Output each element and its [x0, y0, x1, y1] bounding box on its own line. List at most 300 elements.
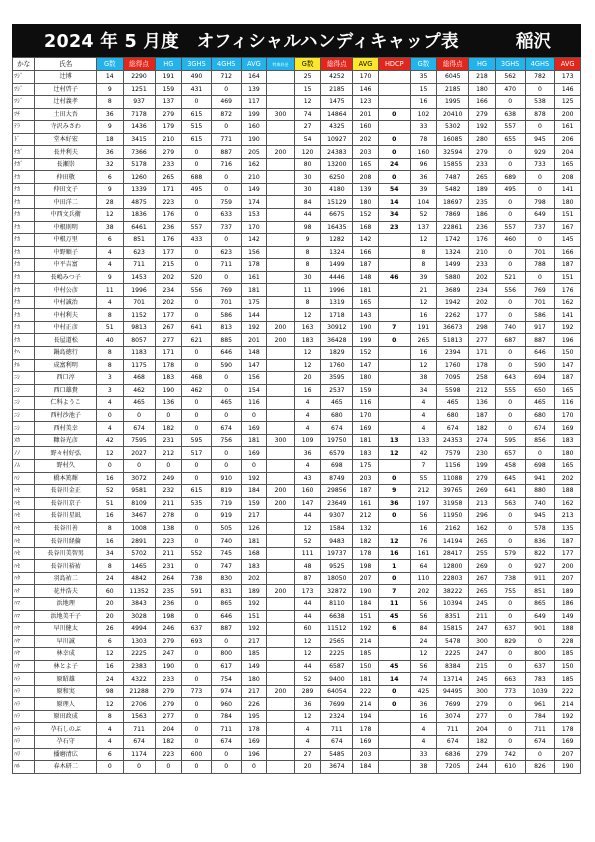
cell-month-3ghs: 693 [182, 635, 212, 648]
cell-month-total: 3072 [123, 472, 155, 485]
cell-month-avg: 160 [241, 121, 267, 134]
cell-special-fee: 300 [267, 108, 295, 121]
cell-month-games: 60 [97, 585, 124, 598]
cell-special-fee [267, 309, 295, 322]
cell-special-fee: 300 [267, 434, 295, 447]
table-row [13, 735, 581, 748]
cell-month-3ghs: 0 [182, 723, 212, 736]
cell-cum-4ghs: 650 [525, 384, 555, 397]
cell-cum-games: 38 [410, 372, 437, 385]
cell-special-fee [267, 347, 295, 360]
cell-hdcp: 7 [378, 321, 410, 334]
cell-cum-games: 191 [410, 321, 437, 334]
cell-cum-total: 674 [437, 422, 469, 435]
cell-month-3ghs: 688 [182, 171, 212, 184]
cell-month-avg: 178 [241, 259, 267, 272]
cell-month-3ghs: 0 [182, 522, 212, 535]
cell-cum-total: 2262 [437, 309, 469, 322]
cell-period-total: 2565 [321, 635, 353, 648]
cell-kana: ﾅｶﾞ [13, 146, 35, 159]
cell-cum-hg: 178 [469, 359, 496, 372]
cell-hdcp: 0 [378, 698, 410, 711]
cell-period-total: 1499 [321, 259, 353, 272]
cell-month-3ghs: 0 [182, 196, 212, 209]
cell-month-total: 2706 [123, 698, 155, 711]
cell-cum-3ghs: 0 [495, 560, 525, 573]
cell-cum-games: 38 [410, 761, 437, 774]
cell-cum-3ghs: 740 [495, 321, 525, 334]
cell-cum-4ghs: 578 [525, 522, 555, 535]
cell-cum-games: 8 [410, 259, 437, 272]
cell-month-hg: 234 [155, 284, 182, 297]
cell-cum-4ghs: 698 [525, 459, 555, 472]
cell-name: 原和実 [35, 685, 97, 698]
table-row [13, 422, 581, 435]
cell-cum-4ghs: 941 [525, 472, 555, 485]
cell-month-total: 8109 [123, 497, 155, 510]
cell-month-avg: 205 [241, 146, 267, 159]
cell-period-avg: 139 [353, 183, 379, 196]
cell-cum-avg: 189 [555, 585, 581, 598]
cell-name: 原昭雄 [35, 673, 97, 686]
cell-month-games: 12 [97, 209, 124, 222]
cell-period-games: 30 [294, 183, 321, 196]
cell-month-4ghs: 0 [211, 635, 241, 648]
cell-cum-4ghs: 637 [525, 660, 555, 673]
cell-month-4ghs: 784 [211, 710, 241, 723]
cell-month-4ghs: 719 [211, 497, 241, 510]
cell-cum-total: 1995 [437, 96, 469, 109]
col-cum-3ghs: 3GHS [495, 58, 525, 71]
table-row [13, 710, 581, 723]
cell-month-hg: 137 [155, 96, 182, 109]
cell-kana: ﾊﾗ [13, 723, 35, 736]
cell-kana: ﾊｾ [13, 547, 35, 560]
col-cum-4ghs: 4GHS [525, 58, 555, 71]
cell-month-avg: 217 [241, 510, 267, 523]
cell-cum-total: 7205 [437, 761, 469, 774]
table-row [13, 96, 581, 109]
cell-month-hg: 215 [155, 259, 182, 272]
cell-cum-games: 33 [410, 121, 437, 134]
cell-kana: ﾅｶ [13, 309, 35, 322]
cell-month-games: 16 [97, 510, 124, 523]
cell-cum-games: 16 [410, 96, 437, 109]
cell-cum-games: 265 [410, 334, 437, 347]
cell-month-4ghs: 701 [211, 296, 241, 309]
cell-month-3ghs: 0 [182, 459, 212, 472]
center-name: 稲沢 [516, 32, 551, 52]
cell-special-fee [267, 735, 295, 748]
cell-cum-avg: 186 [555, 597, 581, 610]
cell-cum-games: 56 [410, 597, 437, 610]
cell-cum-4ghs: 783 [525, 673, 555, 686]
cell-cum-3ghs: 0 [495, 158, 525, 171]
cell-cum-total: 1760 [437, 359, 469, 372]
table-row [13, 761, 581, 774]
cell-cum-3ghs: 460 [495, 234, 525, 247]
cell-kana: ﾂﾁ [13, 108, 35, 121]
cell-period-games: 15 [294, 83, 321, 96]
cell-cum-hg: 298 [469, 321, 496, 334]
cell-period-games: 163 [294, 321, 321, 334]
cell-name: 中村公彦 [35, 284, 97, 297]
cell-month-avg: 181 [241, 284, 267, 297]
cell-period-total: 11512 [321, 623, 353, 636]
cell-period-avg: 187 [353, 259, 379, 272]
cell-month-avg: 192 [241, 597, 267, 610]
cell-special-fee [267, 409, 295, 422]
col-cum-total: 総得点 [437, 58, 469, 71]
cell-month-3ghs: 0 [182, 146, 212, 159]
cell-hdcp [378, 234, 410, 247]
cell-period-avg: 201 [353, 108, 379, 121]
cell-month-total: 2891 [123, 535, 155, 548]
cell-month-games: 6 [97, 171, 124, 184]
cell-special-fee: 200 [267, 334, 295, 347]
cell-cum-4ghs: 711 [525, 723, 555, 736]
cell-special-fee [267, 597, 295, 610]
cell-cum-total: 15855 [437, 158, 469, 171]
cell-cum-avg: 162 [555, 497, 581, 510]
cell-month-4ghs: 0 [211, 409, 241, 422]
cell-hdcp [378, 723, 410, 736]
cell-cum-avg: 141 [555, 309, 581, 322]
cell-cum-games: 74 [410, 673, 437, 686]
cell-month-3ghs: 600 [182, 748, 212, 761]
cell-period-avg: 159 [353, 384, 379, 397]
cell-cum-hg: 202 [469, 271, 496, 284]
cell-month-3ghs: 0 [182, 309, 212, 322]
cell-hdcp [378, 635, 410, 648]
cell-name: 中平吉富 [35, 259, 97, 272]
cell-cum-hg: 269 [469, 560, 496, 573]
cell-month-games: 16 [97, 660, 124, 673]
table-row [13, 171, 581, 184]
cell-cum-3ghs: 645 [495, 472, 525, 485]
cell-cum-avg: 151 [555, 209, 581, 222]
cell-cum-hg: 300 [469, 685, 496, 698]
cell-cum-total: 22803 [437, 572, 469, 585]
cell-month-3ghs: 535 [182, 497, 212, 510]
cell-month-4ghs: 885 [211, 334, 241, 347]
cell-cum-hg: 279 [469, 108, 496, 121]
cell-month-4ghs: 0 [211, 183, 241, 196]
col-month-hg: HG [155, 58, 182, 71]
cell-month-games: 6 [97, 635, 124, 648]
cell-cum-hg: 136 [469, 397, 496, 410]
cell-cum-4ghs: 649 [525, 610, 555, 623]
cell-hdcp [378, 83, 410, 96]
cell-month-4ghs: 586 [211, 309, 241, 322]
cell-kana: ﾉﾉ [13, 447, 35, 460]
cell-month-games: 8 [97, 309, 124, 322]
cell-period-avg: 214 [353, 635, 379, 648]
cell-cum-hg: 233 [469, 259, 496, 272]
table-row [13, 535, 581, 548]
cell-month-4ghs: 0 [211, 171, 241, 184]
cell-hdcp: 7 [378, 585, 410, 598]
cell-period-avg: 142 [353, 234, 379, 247]
cell-cum-avg: 161 [555, 121, 581, 134]
col-period-total: 総得点 [321, 58, 353, 71]
cell-month-avg: 192 [241, 472, 267, 485]
cell-cum-total: 680 [437, 409, 469, 422]
cell-cum-hg: 277 [469, 710, 496, 723]
cell-month-total: 4322 [123, 673, 155, 686]
cell-cum-4ghs: 0 [525, 83, 555, 96]
cell-cum-3ghs: 579 [495, 547, 525, 560]
cell-cum-4ghs: 836 [525, 535, 555, 548]
cell-special-fee [267, 472, 295, 485]
cell-period-total: 698 [321, 459, 353, 472]
cell-period-total: 9483 [321, 535, 353, 548]
cell-cum-total: 2185 [437, 83, 469, 96]
cell-cum-avg: 196 [555, 334, 581, 347]
cell-period-total: 9525 [321, 560, 353, 573]
cell-month-hg: 179 [155, 121, 182, 134]
cell-cum-avg: 208 [555, 171, 581, 184]
cell-cum-total: 8351 [437, 610, 469, 623]
cell-month-avg: 148 [241, 347, 267, 360]
cell-month-avg: 226 [241, 698, 267, 711]
cell-month-3ghs: 0 [182, 209, 212, 222]
cell-month-games: 36 [97, 108, 124, 121]
cell-special-fee: 200 [267, 497, 295, 510]
table-row [13, 133, 581, 146]
cell-special-fee [267, 259, 295, 272]
cell-cum-games: 55 [410, 472, 437, 485]
cell-period-avg: 181 [353, 434, 379, 447]
cell-month-4ghs: 740 [211, 535, 241, 548]
table-row [13, 522, 581, 535]
cell-month-4ghs: 910 [211, 472, 241, 485]
cell-kana: ﾊﾔ [13, 660, 35, 673]
cell-cum-4ghs: 0 [525, 635, 555, 648]
cell-cum-total: 1499 [437, 259, 469, 272]
cell-month-total: 3415 [123, 133, 155, 146]
cell-name: 辻村義孝 [35, 96, 97, 109]
cell-hdcp: 9 [378, 485, 410, 498]
cell-month-avg: 161 [241, 271, 267, 284]
cell-name: 寺沢みさわ [35, 121, 97, 134]
cell-special-fee [267, 284, 295, 297]
cell-cum-total: 1156 [437, 459, 469, 472]
cell-month-avg: 142 [241, 234, 267, 247]
cell-period-avg: 192 [353, 623, 379, 636]
cell-special-fee: 200 [267, 321, 295, 334]
cell-kana: ﾅｶ [13, 259, 35, 272]
table-row [13, 271, 581, 284]
cell-period-avg: 169 [353, 735, 379, 748]
cell-kana: ﾅﾙ [13, 359, 35, 372]
cell-month-hg: 231 [155, 560, 182, 573]
table-row [13, 547, 581, 560]
cell-period-games: 52 [294, 535, 321, 548]
cell-period-games: 12 [294, 710, 321, 723]
cell-month-avg: 175 [241, 296, 267, 309]
cell-month-3ghs: 591 [182, 585, 212, 598]
cell-month-games: 12 [97, 648, 124, 661]
cell-month-4ghs: 960 [211, 698, 241, 711]
cell-cum-hg: 230 [469, 447, 496, 460]
cell-month-avg: 217 [241, 635, 267, 648]
cell-cum-4ghs: 680 [525, 409, 555, 422]
cell-name: 長谷川美智男 [35, 547, 97, 560]
cell-cum-games: 4 [410, 409, 437, 422]
cell-kana: ﾂｼﾞ [13, 96, 35, 109]
cell-month-avg: 144 [241, 309, 267, 322]
cell-period-avg: 208 [353, 171, 379, 184]
cell-month-games: 20 [97, 610, 124, 623]
cell-period-avg: 180 [353, 372, 379, 385]
cell-cum-3ghs: 557 [495, 121, 525, 134]
cell-month-avg: 210 [241, 171, 267, 184]
cell-hdcp [378, 372, 410, 385]
cell-month-games: 8 [97, 522, 124, 535]
cell-month-hg: 279 [155, 685, 182, 698]
cell-month-hg: 277 [155, 710, 182, 723]
cell-cum-games: 24 [410, 635, 437, 648]
table-row [13, 748, 581, 761]
cell-cum-4ghs: 788 [525, 259, 555, 272]
cell-month-total: 1152 [123, 309, 155, 322]
cell-month-total: 4842 [123, 572, 155, 585]
cell-name: 長谷川裕祐 [35, 560, 97, 573]
cell-hdcp: 0 [378, 334, 410, 347]
cell-month-total: 7178 [123, 108, 155, 121]
col-cum-avg: AVG [555, 58, 581, 71]
cell-cum-hg: 265 [469, 171, 496, 184]
cell-period-games: 8 [294, 259, 321, 272]
cell-month-4ghs: 633 [211, 209, 241, 222]
cell-cum-games: 137 [410, 221, 437, 234]
cell-period-games: 36 [294, 698, 321, 711]
cell-month-avg: 184 [241, 485, 267, 498]
table-row [13, 698, 581, 711]
cell-month-4ghs: 0 [211, 384, 241, 397]
cell-period-total: 6250 [321, 171, 353, 184]
cell-cum-4ghs: 538 [525, 96, 555, 109]
cell-name: 早川健太 [35, 623, 97, 636]
cell-cum-games: 102 [410, 108, 437, 121]
cell-cum-hg: 274 [469, 434, 496, 447]
cell-cum-hg: 192 [469, 121, 496, 134]
cell-kana: ﾅｶ [13, 334, 35, 347]
cell-month-3ghs: 468 [182, 372, 212, 385]
cell-month-total: 2290 [123, 71, 155, 84]
cell-cum-4ghs: 0 [525, 234, 555, 247]
cell-month-avg: 117 [241, 96, 267, 109]
cell-period-total: 19737 [321, 547, 353, 560]
cell-hdcp: 12 [378, 447, 410, 460]
cell-month-total: 674 [123, 735, 155, 748]
table-row [13, 572, 581, 585]
cell-month-games: 9 [97, 83, 124, 96]
cell-kana: ﾇｶ [13, 434, 35, 447]
cell-month-avg: 116 [241, 397, 267, 410]
cell-period-avg: 143 [353, 309, 379, 322]
cell-period-avg: 165 [353, 296, 379, 309]
cell-hdcp: 0 [378, 510, 410, 523]
cell-period-games: 52 [294, 673, 321, 686]
cell-hdcp: 34 [378, 209, 410, 222]
cell-month-4ghs: 813 [211, 321, 241, 334]
cell-cum-games: 197 [410, 497, 437, 510]
cell-name: 辻村啓子 [35, 83, 97, 96]
cell-month-3ghs: 615 [182, 485, 212, 498]
cell-hdcp [378, 384, 410, 397]
cell-period-total: 3595 [321, 372, 353, 385]
cell-month-4ghs: 674 [211, 735, 241, 748]
cell-month-total: 3467 [123, 510, 155, 523]
cell-name: 野村久 [35, 459, 97, 472]
cell-name: 野々村好弘 [35, 447, 97, 460]
cell-month-4ghs: 623 [211, 246, 241, 259]
cell-month-total: 711 [123, 723, 155, 736]
table-row [13, 723, 581, 736]
cell-name: 堂本好宏 [35, 133, 97, 146]
cell-month-avg: 151 [241, 610, 267, 623]
cell-month-avg: 164 [241, 71, 267, 84]
handicap-table [12, 57, 581, 774]
cell-cum-3ghs: 829 [495, 635, 525, 648]
cell-month-total: 4994 [123, 623, 155, 636]
cell-special-fee [267, 83, 295, 96]
col-month-4ghs: 4GHS [211, 58, 241, 71]
cell-month-games: 6 [97, 748, 124, 761]
cell-month-games: 11 [97, 284, 124, 297]
table-row [13, 296, 581, 309]
cell-month-3ghs: 552 [182, 547, 212, 560]
cell-month-avg: 159 [241, 497, 267, 510]
cell-month-avg: 174 [241, 196, 267, 209]
cell-period-total: 16435 [321, 221, 353, 234]
cell-month-hg: 176 [155, 209, 182, 222]
cell-month-games: 12 [97, 447, 124, 460]
cell-month-avg: 180 [241, 673, 267, 686]
cell-cum-3ghs: 0 [495, 96, 525, 109]
cell-month-hg: 277 [155, 334, 182, 347]
cell-month-hg: 159 [155, 83, 182, 96]
cell-cum-avg: 125 [555, 96, 581, 109]
cell-cum-games: 36 [410, 698, 437, 711]
cell-cum-avg: 213 [555, 510, 581, 523]
cell-hdcp [378, 246, 410, 259]
cell-period-total: 9400 [321, 673, 353, 686]
cell-hdcp: 14 [378, 673, 410, 686]
cell-month-4ghs: 872 [211, 108, 241, 121]
cell-period-total: 10927 [321, 133, 353, 146]
cell-month-3ghs: 0 [182, 259, 212, 272]
cell-cum-avg: 135 [555, 522, 581, 535]
cell-month-avg: 178 [241, 723, 267, 736]
cell-period-total: 2537 [321, 384, 353, 397]
cell-name: 中村利夫 [35, 309, 97, 322]
cell-period-games: 12 [294, 522, 321, 535]
cell-cum-4ghs: 887 [525, 334, 555, 347]
cell-cum-3ghs: 0 [495, 723, 525, 736]
cell-month-hg: 177 [155, 246, 182, 259]
cell-cum-hg: 211 [469, 610, 496, 623]
cell-month-games: 0 [97, 761, 124, 774]
cell-cum-total: 5598 [437, 384, 469, 397]
table-row [13, 108, 581, 121]
cell-month-games: 4 [97, 422, 124, 435]
cell-cum-avg: 190 [555, 761, 581, 774]
table-row [13, 221, 581, 234]
cell-period-games: 109 [294, 434, 321, 447]
